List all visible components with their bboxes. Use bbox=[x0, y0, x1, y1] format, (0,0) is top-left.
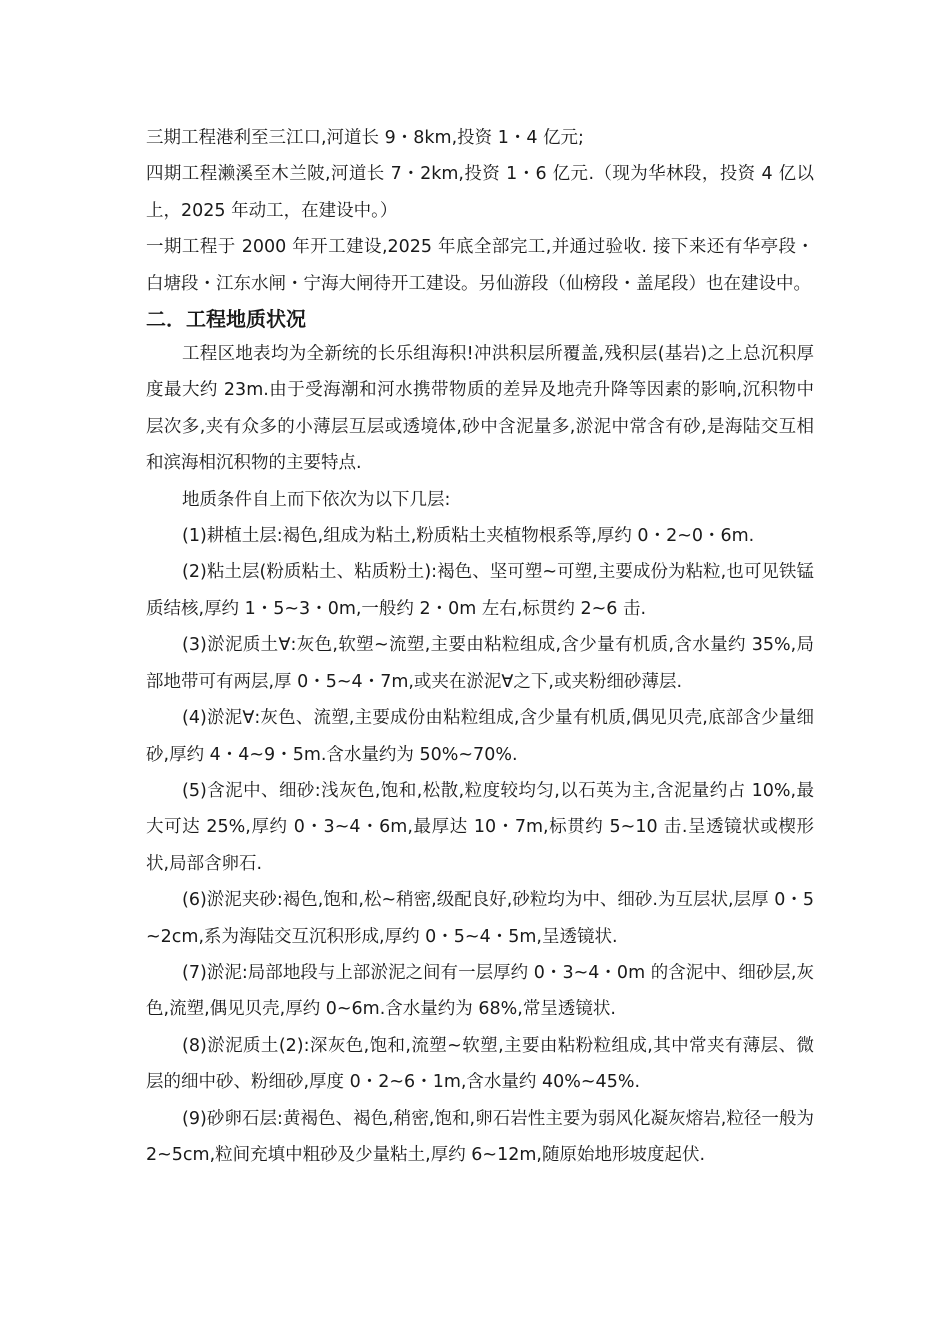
layer-item-9: (9)砂卵石层:黄褐色、褐色,稍密,饱和,卵石岩性主要为弱风化凝灰熔岩,粒径一般为 2~5cm,粒间充填中粗砂及少量粘土,厚约 6~12m,随原始地形坡度起伏. bbox=[146, 1108, 814, 1165]
layers-intro-paragraph: 地质条件自上而下依次为以下几层: bbox=[182, 489, 451, 510]
layer-item-1: (1)耕植土层:褐色,组成为粘土,粉质粘土夹植物根系等,厚约 0・2~0・6m. bbox=[182, 526, 755, 547]
layer-item-4: (4)淤泥∀:灰色、流塑,主要成份由粘粒组成,含少量有机质,偶见贝壳,底部含少量细砂,厚约 4・4~9・5m.含水量约为 50%~70%. bbox=[146, 708, 814, 765]
layer-item-8: (8)淤泥质土(2):深灰色,饱和,流塑~软塑,主要由粘粉粒组成,其中常夹有薄层、微层的细中砂、粉细砂,厚度 0・2~6・1m,含水量约 40%~45%. bbox=[146, 1035, 814, 1093]
intro-paragraph-phase1: 一期工程于 2000 年开工建设,2025 年底全部完工,并通过验收. 接下来还有华亭段・白塘段・江东水闸・宁海大闸待开工建设。另仙游段（仙榜段・盖尾段）也在建设中。 bbox=[146, 237, 814, 294]
document-page bbox=[146, 120, 814, 1173]
geology-summary-paragraph: 工程区地表均为全新统的长乐组海积!冲洪积层所覆盖,残积层(基岩)之上总沉积厚度最大约 23m.由于受海潮和河水携带物质的差异及地壳升降等因素的影响,沉积物中层次多,夹有众多的小薄层互层或透境体,砂中含泥量多,淤泥中常含有砂,是海陆交互相和滨海相沉积物的主要特点. bbox=[146, 344, 814, 474]
layer-item-6: (6)淤泥夹砂:褐色,饱和,松~稍密,级配良好,砂粒均为中、细砂.为互层状,层厚 0・5~2cm,系为海陆交互沉积形成,厚约 0・5~4・5m,呈透镜状. bbox=[146, 890, 814, 947]
section-heading: 二．工程地质状况 bbox=[146, 307, 306, 332]
intro-paragraph-phase4: 四期工程濑溪至木兰陂,河道长 7・2km,投资 1・6 亿元.（现为华林段，投资 4 亿以上，2025 年动工，在建设中。） bbox=[146, 164, 814, 221]
layer-item-2: (2)粘土层(粉质粘土、粘质粉土):褐色、坚可塑~可塑,主要成份为粘粒,也可见铁锰质结核,厚约 1・5~3・0m,一般约 2・0m 左右,标贯约 2~6 击. bbox=[146, 562, 814, 619]
layer-item-3: (3)淤泥质土∀:灰色,软塑~流塑,主要由粘粒组成,含少量有机质,含水量约 35%,局部地带可有两层,厚 0・5~4・7m,或夹在淤泥∀之下,或夹粉细砂薄层. bbox=[146, 635, 814, 692]
layer-item-5: (5)含泥中、细砂:浅灰色,饱和,松散,粒度较均匀,以石英为主,含泥量约占 10%,最大可达 25%,厚约 0・3~4・6m,最厚达 10・7m,标贯约 5~10 击.呈透镜状或楔形状,局部含卵石. bbox=[146, 780, 814, 874]
intro-paragraph-phase3: 三期工程港利至三江口,河道长 9・8km,投资 1・4 亿元; bbox=[146, 128, 584, 148]
layer-item-7: (7)淤泥:局部地段与上部淤泥之间有一层厚约 0・3~4・0m 的含泥中、细砂层,灰色,流塑,偶见贝壳,厚约 0~6m.含水量约为 68%,常呈透镜状. bbox=[146, 962, 814, 1020]
